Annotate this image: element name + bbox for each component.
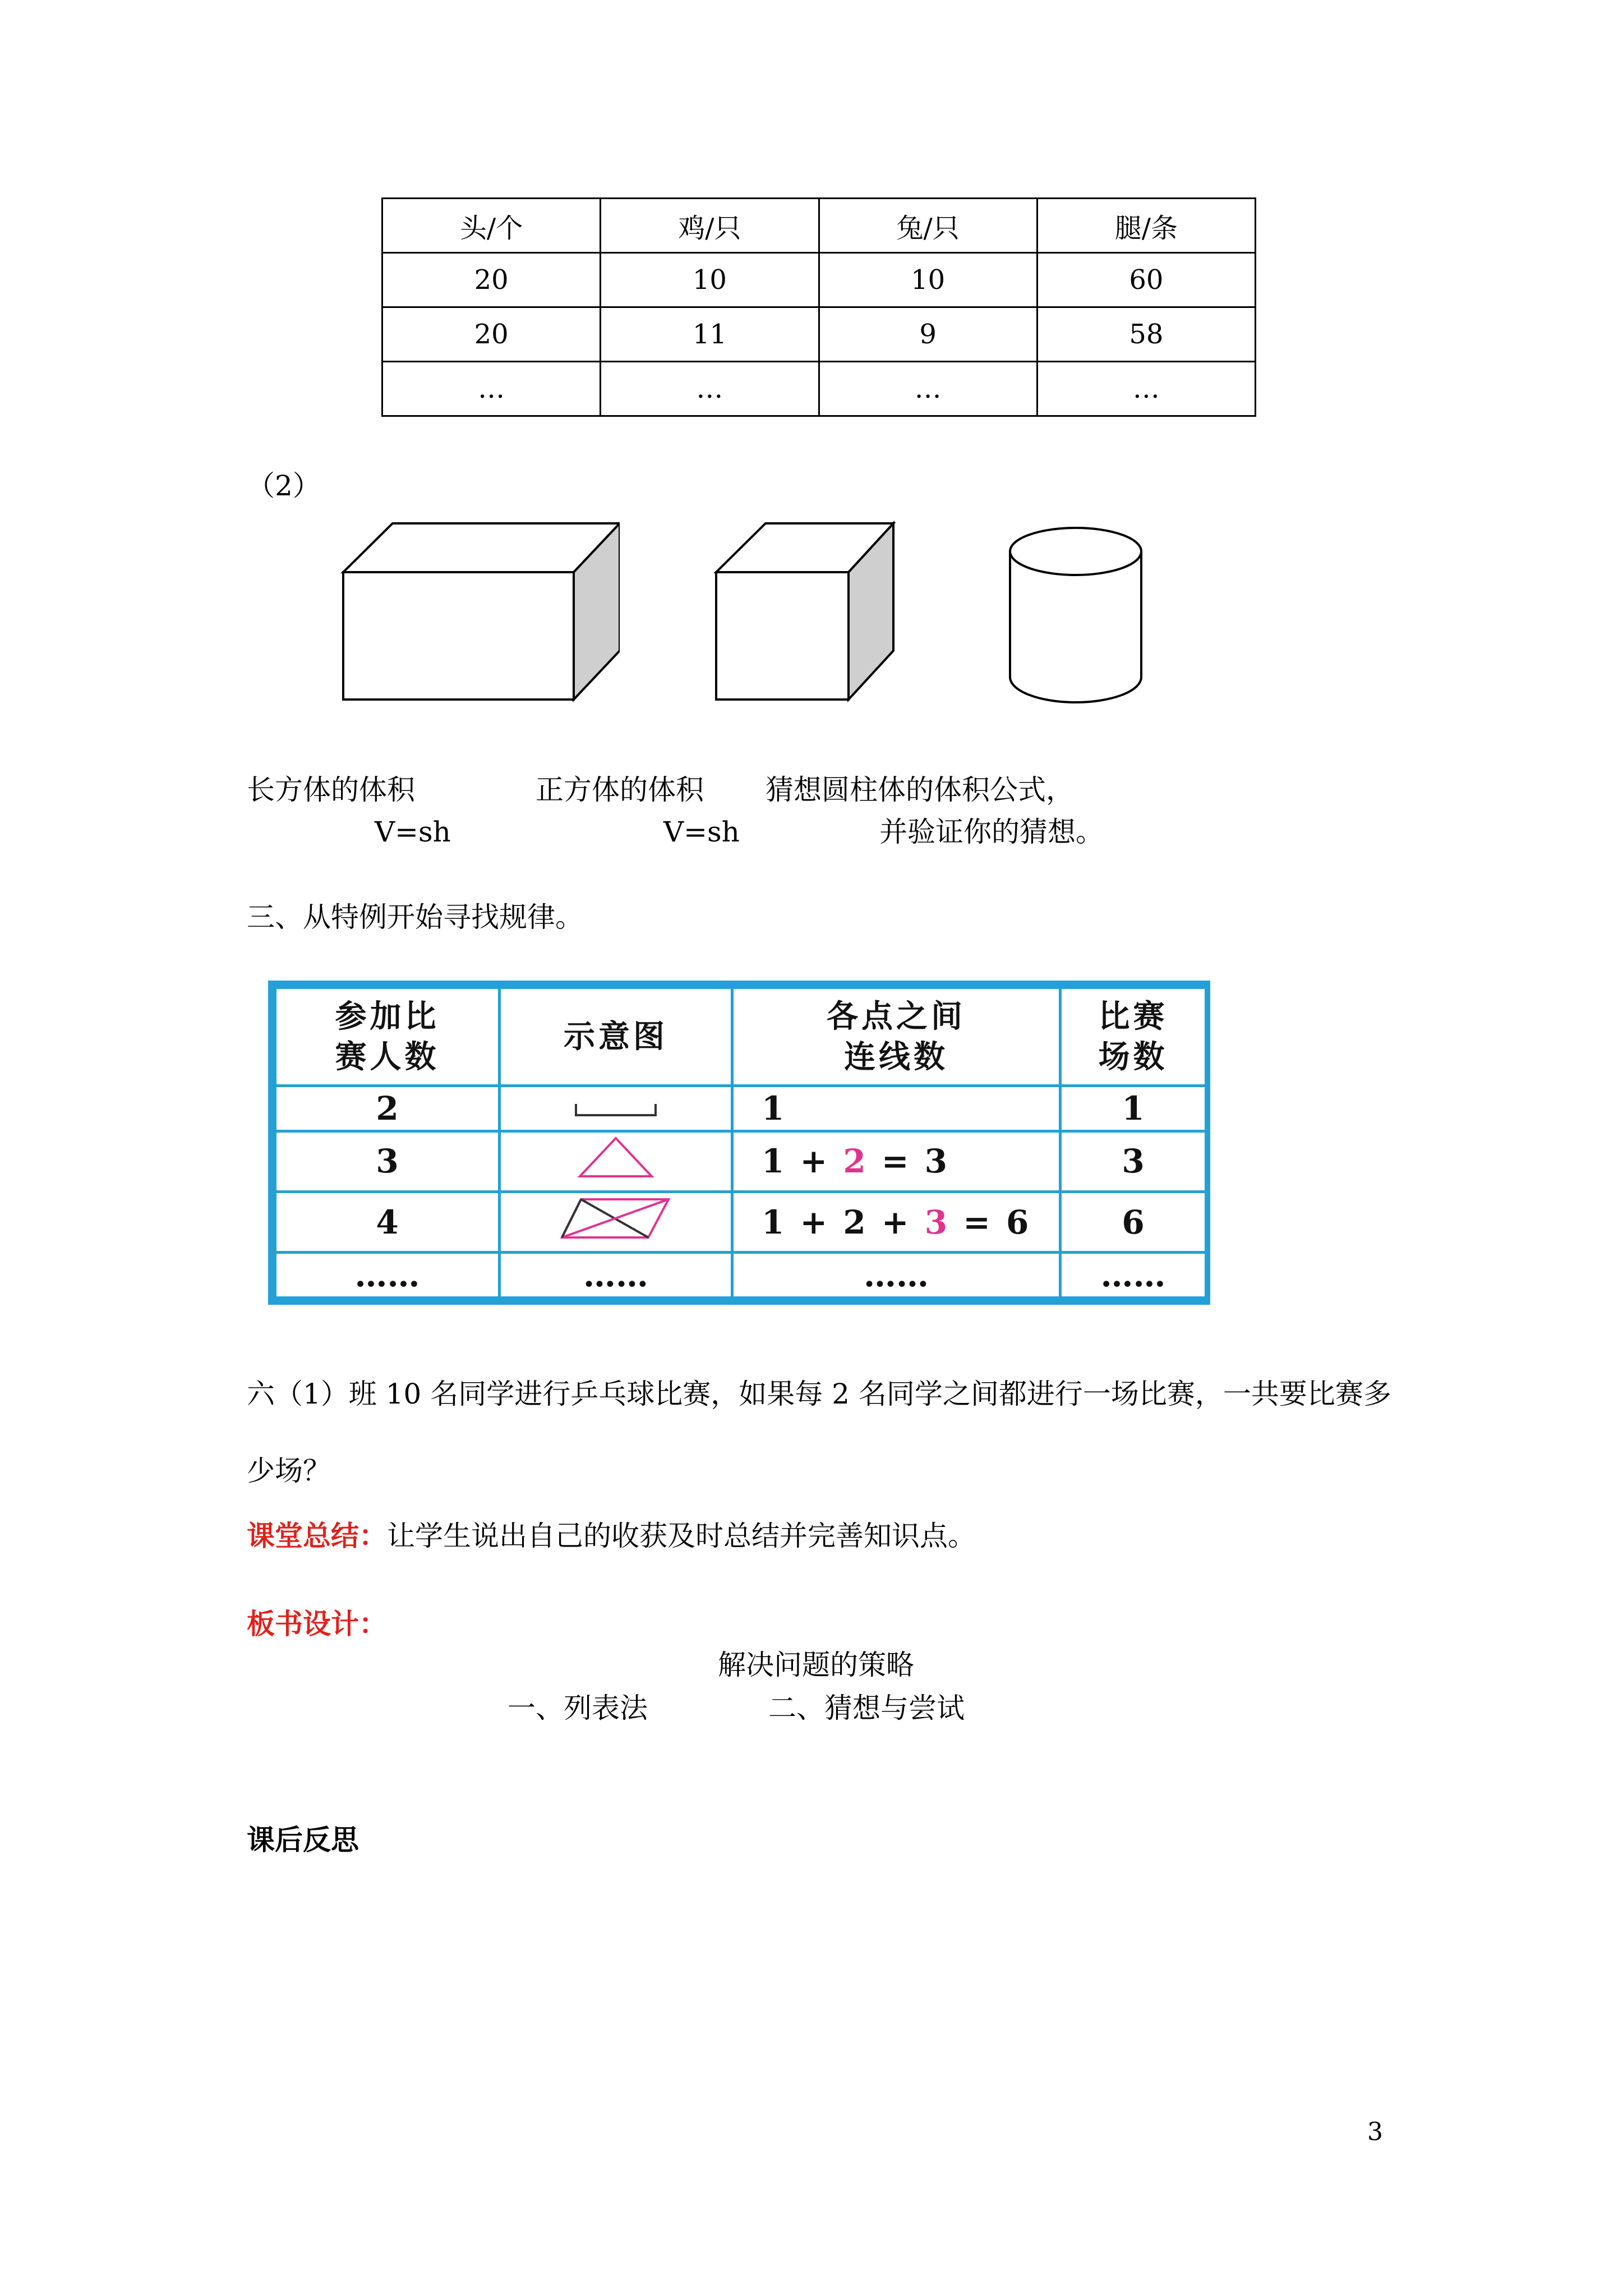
summary-text: 让学生说出自己的收获及时总结并完善知识点。 (387, 1520, 976, 1552)
quadrilateral-diagram (560, 1196, 672, 1241)
table-row (275, 1253, 1206, 1298)
games-cell: 3 (1061, 1131, 1206, 1191)
header-cell: 各点之间 连线数 (732, 988, 1061, 1086)
header-cell: 比赛 场数 (1061, 988, 1206, 1086)
section-3-heading: 三、从特例开始寻找规律。 (247, 901, 583, 933)
table-row (382, 307, 1256, 362)
table-cell: … (382, 362, 601, 416)
people-cell: 4 (275, 1191, 500, 1252)
board-item-1: 一、列表法 (508, 1692, 648, 1724)
table-row (382, 253, 1256, 307)
summary-label: 课堂总结： (247, 1519, 387, 1552)
table-cell: 9 (819, 307, 1037, 362)
expression-cell: 1 + 2 = 3 (732, 1131, 1061, 1191)
table-cell: 20 (382, 307, 601, 362)
header-cell: 示意图 (500, 988, 732, 1086)
cube-caption: 正方体的体积 (536, 774, 704, 806)
expression-cell: 1 + 2 + 3 = 6 (732, 1191, 1061, 1252)
table-cell: … (601, 362, 819, 416)
games-cell: 1 (1061, 1086, 1206, 1131)
table-cell: 58 (1037, 307, 1255, 362)
cuboid-figure (339, 519, 620, 704)
header-cell: 兔/只 (819, 199, 1037, 253)
table-cell: 11 (601, 307, 819, 362)
header-cell: 鸡/只 (601, 199, 819, 253)
page-number: 3 (1367, 2118, 1383, 2146)
expression-cell: 1 (732, 1086, 1061, 1131)
board-design-label: 板书设计： (247, 1607, 387, 1640)
table-row (382, 362, 1256, 416)
problem-line-1: 六（1）班 10 名同学进行乒乓球比赛，如果每 2 名同学之间都进行一场比赛，一共要比赛多 (247, 1378, 1391, 1410)
people-cell: 3 (275, 1131, 500, 1191)
match-count-table (268, 981, 1210, 1305)
board-title: 解决问题的策略 (718, 1649, 914, 1681)
header-cell: 头/个 (382, 199, 601, 253)
diagram-cell (500, 1191, 732, 1252)
reflection-label: 课后反思 (247, 1823, 359, 1856)
cylinder-caption-line1: 猜想圆柱体的体积公式， (766, 774, 1074, 806)
diagram-cell (500, 1086, 732, 1131)
cylinder-figure (1007, 524, 1147, 710)
table-header-row (275, 988, 1206, 1086)
header-cell: 参加比 赛人数 (275, 988, 500, 1086)
table-cell: … (819, 362, 1037, 416)
cube-formula: V=sh (663, 816, 740, 848)
diagram-cell (500, 1131, 732, 1191)
ellipsis-cell: …… (500, 1253, 732, 1298)
triangle-diagram (577, 1135, 655, 1180)
table-cell: 60 (1037, 253, 1255, 307)
two-point-diagram (574, 1097, 658, 1120)
table-cell: … (1037, 362, 1255, 416)
table-header-row (382, 199, 1256, 253)
people-cell: 2 (275, 1086, 500, 1131)
table-row (275, 1191, 1206, 1252)
summary (247, 1519, 976, 1553)
cylinder-caption-line2: 并验证你的猜想。 (879, 816, 1104, 848)
cuboid-caption: 长方体的体积 (247, 774, 415, 806)
section-2-label: （2） (247, 470, 321, 502)
ellipsis-cell: …… (732, 1253, 1061, 1298)
cuboid-formula: V=sh (375, 816, 451, 848)
table-row (275, 1131, 1206, 1191)
header-cell: 腿/条 (1037, 199, 1255, 253)
chicken-rabbit-table (381, 197, 1256, 417)
cube-figure (712, 519, 897, 704)
ellipsis-cell: …… (1061, 1253, 1206, 1298)
table-cell: 20 (382, 253, 601, 307)
ellipsis-cell: …… (275, 1253, 500, 1298)
board-item-2: 二、猜想与尝试 (768, 1692, 965, 1724)
table-cell: 10 (819, 253, 1037, 307)
table-cell: 10 (601, 253, 819, 307)
problem-line-2: 少场？ (247, 1455, 331, 1487)
games-cell: 6 (1061, 1191, 1206, 1252)
table-row (275, 1086, 1206, 1131)
